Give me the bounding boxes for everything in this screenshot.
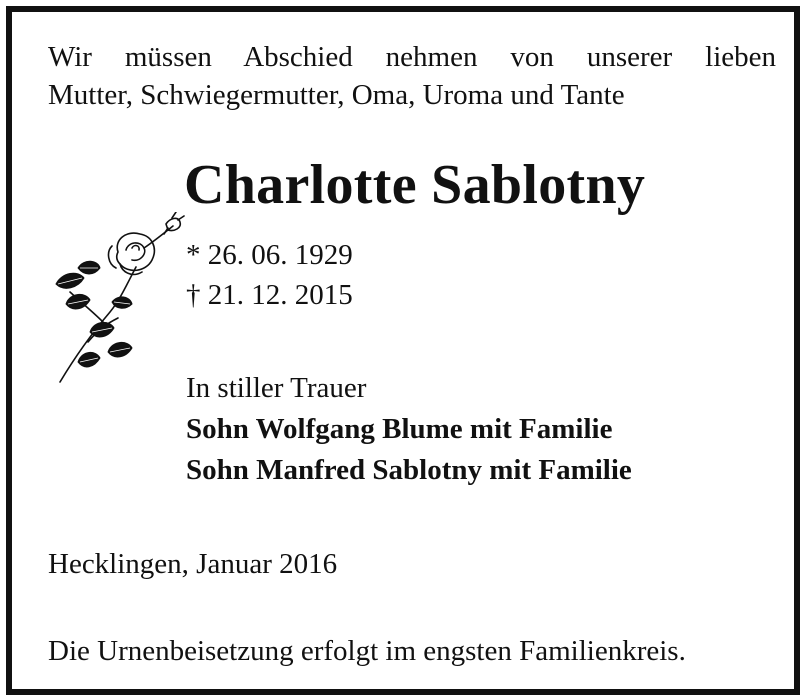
- deceased-name: Charlotte Sablotny: [184, 154, 646, 216]
- mourning-heading: In stiller Trauer: [186, 372, 367, 404]
- intro-line-2: Mutter, Schwiegermutter, Oma, Uroma und Tante: [48, 79, 625, 111]
- burial-note: Die Urnenbeisetzung erfolgt im engsten Familienkreis.: [48, 635, 686, 667]
- birth-date: * 26. 06. 1929: [186, 239, 353, 271]
- intro-text: [48, 38, 776, 114]
- intro-line-1: Wir müssen Abschied nehmen von unserer lieben: [48, 41, 776, 73]
- death-date: † 21. 12. 2015: [186, 279, 353, 311]
- mourners-block: [186, 368, 632, 491]
- place-date: Hecklingen, Januar 2016: [48, 548, 338, 580]
- mourner-family-1: Sohn Wolfgang Blume mit Familie: [186, 413, 613, 445]
- rose-icon: [48, 212, 188, 392]
- obituary-frame: [6, 6, 800, 695]
- mourner-family-2: Sohn Manfred Sablotny mit Familie: [186, 454, 632, 486]
- life-dates: [186, 235, 353, 315]
